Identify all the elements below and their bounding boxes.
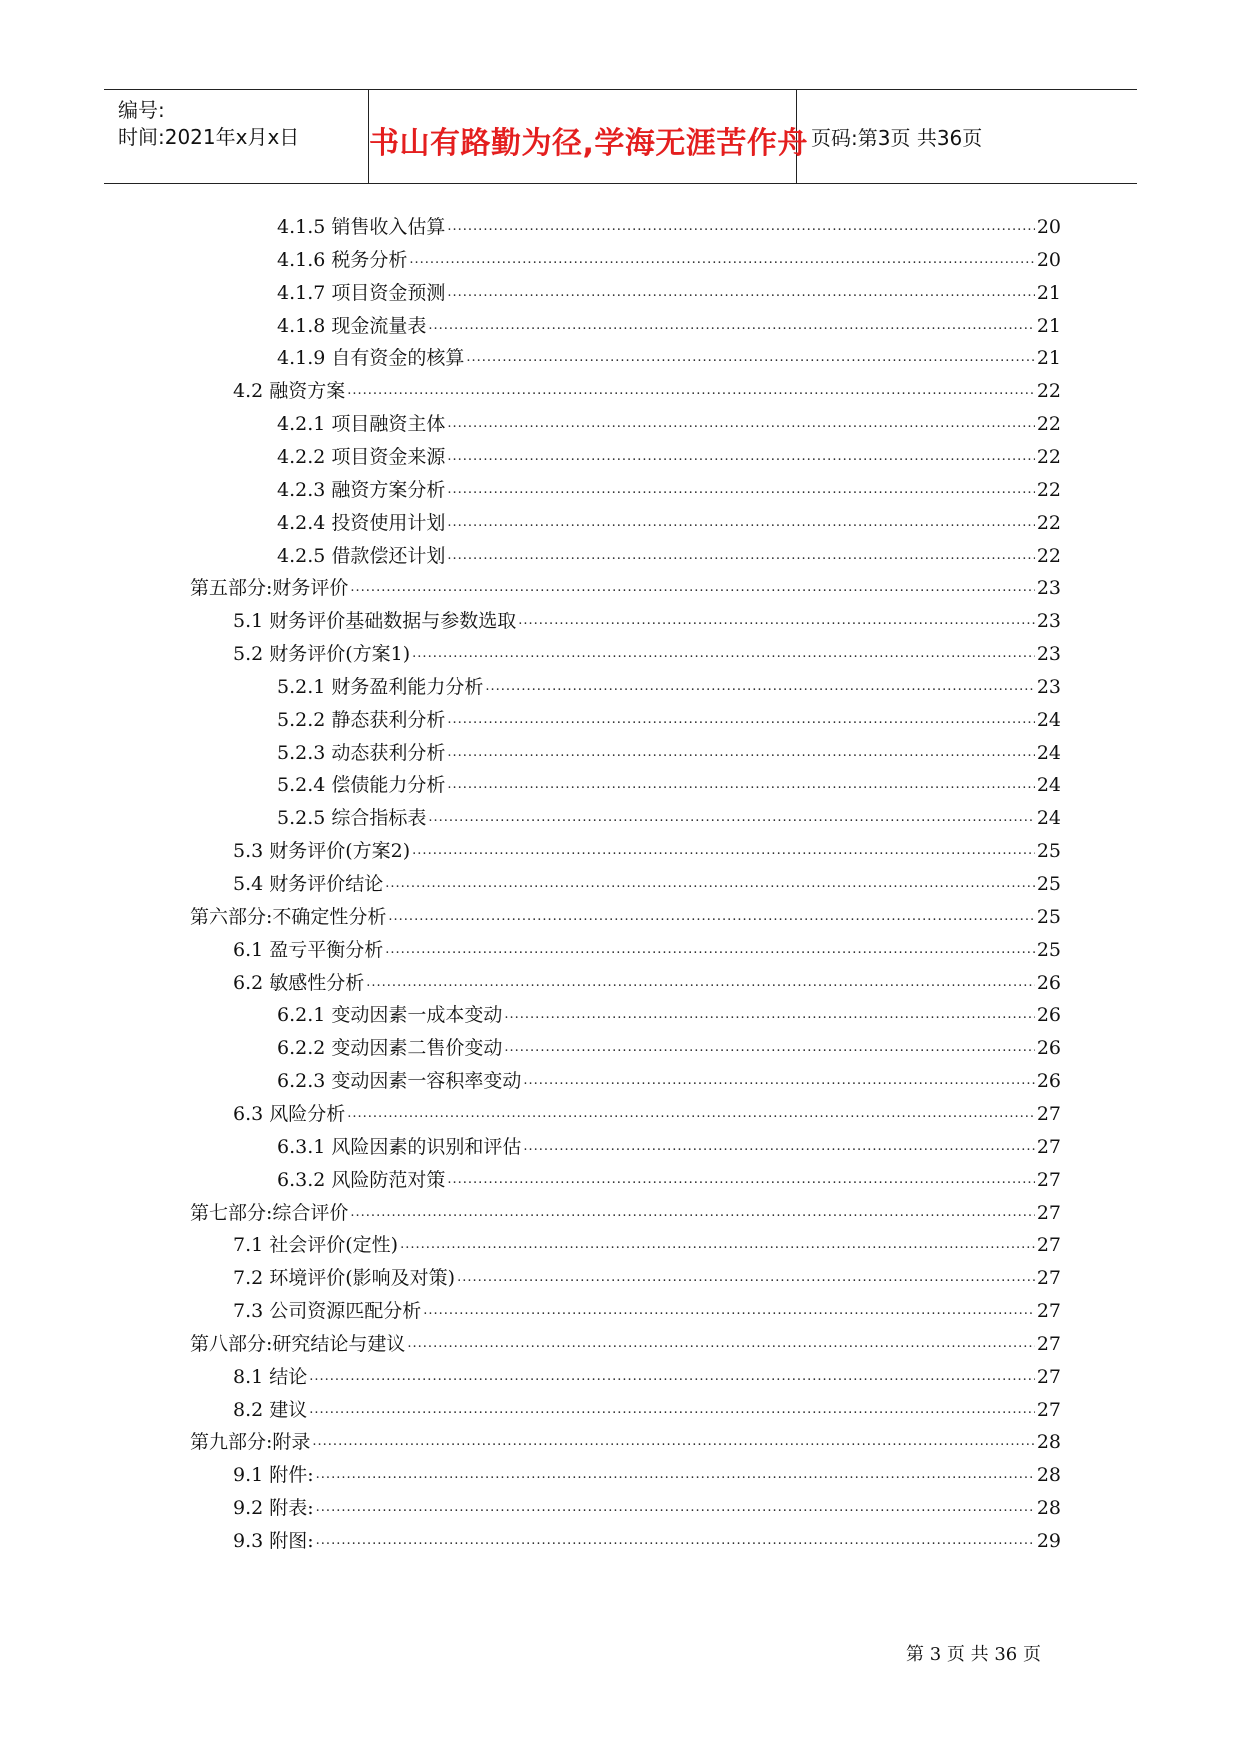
toc-entry-label: 4.2.4 投资使用计划 <box>277 512 446 534</box>
toc-dot-leader <box>447 214 1034 240</box>
toc-dot-leader <box>447 477 1034 503</box>
toc-dot-leader <box>385 871 1035 897</box>
toc-entry-label: 9.3 附图: <box>233 1530 314 1552</box>
document-number-label: 编号: <box>118 98 165 122</box>
toc-entry[interactable] <box>233 1298 1061 1324</box>
toc-entry-label: 第七部分:综合评价 <box>190 1202 349 1224</box>
toc-entry[interactable] <box>277 345 1061 371</box>
toc-entry-page: 27 <box>1036 1234 1061 1256</box>
toc-entry-label: 5.2.5 综合指标表 <box>277 807 427 829</box>
toc-entry[interactable] <box>233 1265 1061 1291</box>
toc-dot-leader <box>385 937 1035 963</box>
toc-dot-leader <box>412 641 1035 667</box>
toc-entry-label: 5.2 财务评价(方案1) <box>233 643 411 665</box>
toc-entry[interactable] <box>277 411 1061 437</box>
toc-entry[interactable] <box>233 871 1061 897</box>
toc-dot-leader <box>350 1200 1034 1226</box>
toc-dot-leader <box>366 970 1035 996</box>
toc-entry[interactable] <box>277 444 1061 470</box>
toc-entry[interactable] <box>277 214 1061 240</box>
footer-page-number: 第 3 页 共 36 页 <box>906 1644 1041 1665</box>
toc-entry-page: 23 <box>1036 643 1061 665</box>
toc-entry-page: 27 <box>1036 1169 1061 1191</box>
toc-dot-leader <box>347 1101 1035 1127</box>
toc-entry-label: 第八部分:研究结论与建议 <box>190 1333 406 1355</box>
toc-entry-label: 4.2.3 融资方案分析 <box>277 479 446 501</box>
header-motto: 书山有路勤为径,学海无涯苦作舟 <box>369 126 808 161</box>
document-date-label: 时间:2021年x月x日 <box>118 125 300 149</box>
toc-entry-page: 29 <box>1036 1530 1061 1552</box>
toc-entry[interactable] <box>233 838 1061 864</box>
toc-entry-page: 26 <box>1036 972 1061 994</box>
toc-entry-page: 22 <box>1036 512 1061 534</box>
toc-entry-page: 24 <box>1036 774 1061 796</box>
toc-entry-label: 第五部分:财务评价 <box>190 577 349 599</box>
toc-dot-leader <box>423 1298 1035 1324</box>
toc-dot-leader <box>412 838 1035 864</box>
toc-dot-leader <box>316 1495 1035 1521</box>
toc-entry-page: 21 <box>1036 315 1061 337</box>
toc-entry-page: 23 <box>1036 577 1061 599</box>
toc-entry-page: 23 <box>1036 676 1061 698</box>
toc-entry-page: 27 <box>1036 1300 1061 1322</box>
toc-entry-page: 22 <box>1036 380 1061 402</box>
toc-entry[interactable] <box>190 904 1061 930</box>
toc-entry-page: 20 <box>1036 216 1061 238</box>
toc-entry-label: 6.3.1 风险因素的识别和评估 <box>277 1136 522 1158</box>
toc-entry-page: 25 <box>1036 939 1061 961</box>
toc-entry[interactable] <box>190 1200 1061 1226</box>
toc-entry-page: 27 <box>1036 1267 1061 1289</box>
toc-entry-label: 6.3.2 风险防范对策 <box>277 1169 446 1191</box>
toc-dot-leader <box>347 378 1035 404</box>
toc-entry[interactable] <box>233 608 1061 634</box>
toc-dot-leader <box>504 1035 1034 1061</box>
toc-entry-page: 27 <box>1036 1399 1061 1421</box>
toc-dot-leader <box>428 313 1034 339</box>
toc-entry[interactable] <box>190 575 1061 601</box>
toc-entry-page: 28 <box>1036 1497 1061 1519</box>
toc-entry[interactable] <box>277 510 1061 536</box>
toc-entry-page: 25 <box>1036 906 1061 928</box>
toc-entry-label: 5.4 财务评价结论 <box>233 873 384 895</box>
toc-dot-leader <box>447 543 1034 569</box>
toc-dot-leader <box>485 674 1034 700</box>
toc-entry-label: 6.2.3 变动因素一容积率变动 <box>277 1070 522 1092</box>
toc-entry-page: 24 <box>1036 709 1061 731</box>
toc-entry-page: 28 <box>1036 1464 1061 1486</box>
toc-entry-label: 4.1.9 自有资金的核算 <box>277 347 465 369</box>
toc-entry[interactable] <box>277 740 1061 766</box>
toc-entry-label: 5.3 财务评价(方案2) <box>233 840 411 862</box>
toc-entry-page: 27 <box>1036 1202 1061 1224</box>
toc-entry-page: 27 <box>1036 1366 1061 1388</box>
toc-dot-leader <box>523 1134 1034 1160</box>
toc-entry[interactable] <box>233 970 1061 996</box>
toc-entry-page: 24 <box>1036 807 1061 829</box>
toc-entry[interactable] <box>277 313 1061 339</box>
toc-entry[interactable] <box>277 1068 1061 1094</box>
toc-entry-label: 5.1 财务评价基础数据与参数选取 <box>233 610 517 632</box>
toc-entry[interactable] <box>233 1528 1061 1554</box>
toc-dot-leader <box>400 1232 1035 1258</box>
toc-entry-label: 4.2.2 项目资金来源 <box>277 446 446 468</box>
toc-dot-leader <box>309 1364 1035 1390</box>
toc-entry-label: 9.1 附件: <box>233 1464 314 1486</box>
toc-entry[interactable] <box>233 1495 1061 1521</box>
toc-entry-label: 8.1 结论 <box>233 1366 308 1388</box>
toc-entry-label: 4.1.7 项目资金预测 <box>277 282 446 304</box>
toc-entry-page: 26 <box>1036 1037 1061 1059</box>
toc-entry-label: 5.2.1 财务盈利能力分析 <box>277 676 484 698</box>
toc-entry-label: 5.2.4 偿债能力分析 <box>277 774 446 796</box>
toc-entry-page: 27 <box>1036 1103 1061 1125</box>
toc-entry-label: 4.1.6 税务分析 <box>277 249 408 271</box>
toc-dot-leader <box>316 1462 1035 1488</box>
toc-entry[interactable] <box>277 477 1061 503</box>
toc-entry-label: 5.2.3 动态获利分析 <box>277 742 446 764</box>
toc-entry[interactable] <box>233 937 1061 963</box>
toc-entry-page: 27 <box>1036 1136 1061 1158</box>
toc-dot-leader <box>316 1528 1035 1554</box>
toc-entry-label: 4.2 融资方案 <box>233 380 346 402</box>
toc-dot-leader <box>447 280 1034 306</box>
toc-entry[interactable] <box>277 805 1061 831</box>
toc-entry[interactable] <box>277 543 1061 569</box>
header-page-code: 页码:第3页 共36页 <box>811 126 983 150</box>
toc-entry[interactable] <box>233 1364 1061 1390</box>
toc-entry[interactable] <box>277 1035 1061 1061</box>
toc-entry-label: 8.2 建议 <box>233 1399 308 1421</box>
toc-entry[interactable] <box>190 1429 1061 1455</box>
toc-dot-leader <box>407 1331 1034 1357</box>
toc-dot-leader <box>447 1167 1034 1193</box>
toc-entry-label: 5.2.2 静态获利分析 <box>277 709 446 731</box>
toc-entry[interactable] <box>233 1232 1061 1258</box>
toc-dot-leader <box>309 1397 1035 1423</box>
toc-dot-leader <box>447 740 1034 766</box>
toc-dot-leader <box>523 1068 1034 1094</box>
toc-entry[interactable] <box>233 378 1061 404</box>
toc-entry-page: 20 <box>1036 249 1061 271</box>
toc-entry-label: 第九部分:附录 <box>190 1431 311 1453</box>
toc-entry-page: 22 <box>1036 479 1061 501</box>
toc-dot-leader <box>312 1429 1034 1455</box>
toc-entry-page: 25 <box>1036 840 1061 862</box>
toc-entry-label: 6.2.2 变动因素二售价变动 <box>277 1037 503 1059</box>
toc-entry[interactable] <box>277 1002 1061 1028</box>
toc-entry-page: 28 <box>1036 1431 1061 1453</box>
toc-dot-leader <box>457 1265 1035 1291</box>
toc-entry-page: 26 <box>1036 1004 1061 1026</box>
toc-dot-leader <box>447 707 1034 733</box>
toc-entry[interactable] <box>277 247 1061 273</box>
toc-dot-leader <box>350 575 1034 601</box>
toc-entry[interactable] <box>233 641 1061 667</box>
toc-entry[interactable] <box>190 1331 1061 1357</box>
toc-entry-label: 4.1.8 现金流量表 <box>277 315 427 337</box>
toc-entry-label: 7.3 公司资源匹配分析 <box>233 1300 422 1322</box>
toc-entry-label: 9.2 附表: <box>233 1497 314 1519</box>
toc-entry-page: 26 <box>1036 1070 1061 1092</box>
toc-entry[interactable] <box>233 1101 1061 1127</box>
toc-entry-page: 25 <box>1036 873 1061 895</box>
toc-dot-leader <box>504 1002 1034 1028</box>
toc-dot-leader <box>409 247 1034 273</box>
toc-entry[interactable] <box>277 1134 1061 1160</box>
toc-dot-leader <box>447 510 1034 536</box>
toc-entry-label: 6.3 风险分析 <box>233 1103 346 1125</box>
toc-dot-leader <box>447 772 1034 798</box>
toc-dot-leader <box>466 345 1034 371</box>
toc-dot-leader <box>388 904 1034 930</box>
toc-entry-label: 6.1 盈亏平衡分析 <box>233 939 384 961</box>
toc-entry[interactable] <box>277 280 1061 306</box>
toc-entry[interactable] <box>233 1462 1061 1488</box>
toc-dot-leader <box>447 411 1034 437</box>
toc-dot-leader <box>447 444 1034 470</box>
toc-entry-label: 7.1 社会评价(定性) <box>233 1234 399 1256</box>
toc-entry-label: 4.2.1 项目融资主体 <box>277 413 446 435</box>
toc-entry-label: 4.2.5 借款偿还计划 <box>277 545 446 567</box>
toc-entry-label: 6.2.1 变动因素一成本变动 <box>277 1004 503 1026</box>
toc-entry-page: 22 <box>1036 545 1061 567</box>
toc-entry-page: 21 <box>1036 282 1061 304</box>
toc-entry-label: 第六部分:不确定性分析 <box>190 906 387 928</box>
toc-entry-page: 27 <box>1036 1333 1061 1355</box>
toc-entry-page: 22 <box>1036 446 1061 468</box>
toc-entry[interactable] <box>277 707 1061 733</box>
toc-entry-label: 4.1.5 销售收入估算 <box>277 216 446 238</box>
toc-entry-page: 21 <box>1036 347 1061 369</box>
toc-entry[interactable] <box>277 1167 1061 1193</box>
toc-dot-leader <box>428 805 1034 831</box>
toc-entry[interactable] <box>233 1397 1061 1423</box>
toc-entry-page: 23 <box>1036 610 1061 632</box>
toc-entry[interactable] <box>277 674 1061 700</box>
toc-entry-page: 24 <box>1036 742 1061 764</box>
toc-entry[interactable] <box>277 772 1061 798</box>
toc-entry-page: 22 <box>1036 413 1061 435</box>
toc-entry-label: 6.2 敏感性分析 <box>233 972 365 994</box>
toc-dot-leader <box>518 608 1035 634</box>
toc-entry-label: 7.2 环境评价(影响及对策) <box>233 1267 456 1289</box>
